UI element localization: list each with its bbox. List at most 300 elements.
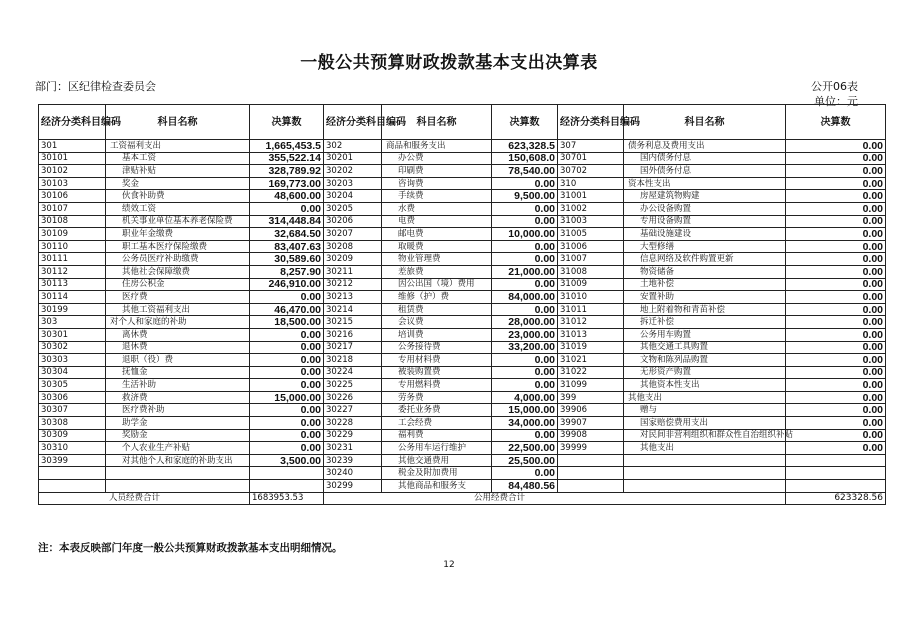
amount-cell: 0.00 — [492, 215, 558, 228]
amount-cell: 0.00 — [786, 391, 886, 404]
amount-cell: 0.00 — [786, 165, 886, 178]
amount-cell: 0.00 — [786, 265, 886, 278]
name-cell: 商品和服务支出 — [382, 140, 492, 153]
amount-cell: 169,773.00 — [250, 177, 324, 190]
amount-cell: 0.00 — [786, 341, 886, 354]
name-cell: 邮电费 — [382, 228, 492, 241]
code-cell: 39999 — [558, 442, 624, 455]
amount-cell: 0.00 — [250, 291, 324, 304]
code-cell — [558, 467, 624, 480]
table-row — [39, 354, 886, 367]
code-cell: 30102 — [39, 165, 106, 178]
code-cell: 31001 — [558, 190, 624, 203]
name-cell: 手续费 — [382, 190, 492, 203]
code-cell: 30211 — [324, 265, 382, 278]
name-cell: 抚恤金 — [106, 366, 250, 379]
amount-cell: 0.00 — [786, 417, 886, 430]
code-cell: 30228 — [324, 417, 382, 430]
code-cell: 31021 — [558, 354, 624, 367]
table-row — [39, 454, 886, 467]
code-cell: 303 — [39, 316, 106, 329]
name-cell: 委托业务费 — [382, 404, 492, 417]
header-name-2: 科目名称 — [382, 105, 492, 140]
amount-cell: 0.00 — [492, 379, 558, 392]
page-title: 一般公共预算财政拨款基本支出决算表 — [300, 53, 598, 73]
amount-cell: 0.00 — [786, 404, 886, 417]
amount-cell: 8,257.90 — [250, 265, 324, 278]
amount-cell: 0.00 — [492, 202, 558, 215]
amount-cell: 0.00 — [492, 278, 558, 291]
name-cell: 税金及附加费用 — [382, 467, 492, 480]
amount-cell: 46,470.00 — [250, 303, 324, 316]
name-cell: 其他支出 — [624, 442, 786, 455]
code-cell: 301 — [39, 140, 106, 153]
header-code-2: 经济分类科目编码 — [324, 105, 382, 140]
amount-cell: 78,540.00 — [492, 165, 558, 178]
table-row — [39, 303, 886, 316]
header-name-3: 科目名称 — [624, 105, 786, 140]
name-cell: 其他商品和服务支 — [382, 480, 492, 493]
name-cell: 土地补偿 — [624, 278, 786, 291]
name-cell — [624, 480, 786, 493]
header-code-3: 经济分类科目编码 — [558, 105, 624, 140]
name-cell: 国内债务付息 — [624, 152, 786, 165]
table-row — [39, 442, 886, 455]
code-cell: 310 — [558, 177, 624, 190]
code-cell: 30216 — [324, 328, 382, 341]
amount-cell: 0.00 — [492, 467, 558, 480]
code-cell: 30212 — [324, 278, 382, 291]
code-cell — [39, 480, 106, 493]
name-cell: 专用燃料费 — [382, 379, 492, 392]
code-cell: 30111 — [39, 253, 106, 266]
amount-cell: 0.00 — [786, 202, 886, 215]
code-cell: 30309 — [39, 429, 106, 442]
amount-cell: 28,000.00 — [492, 316, 558, 329]
amount-cell: 4,000.00 — [492, 391, 558, 404]
code-cell — [558, 480, 624, 493]
code-cell: 30208 — [324, 240, 382, 253]
amount-cell: 3,500.00 — [250, 454, 324, 467]
amount-cell: 23,000.00 — [492, 328, 558, 341]
code-cell: 39907 — [558, 417, 624, 430]
name-cell: 维修（护）费 — [382, 291, 492, 304]
name-cell: 基础设施建设 — [624, 228, 786, 241]
code-cell: 30702 — [558, 165, 624, 178]
name-cell — [624, 467, 786, 480]
table-row — [39, 177, 886, 190]
code-cell: 30213 — [324, 291, 382, 304]
amount-cell: 0.00 — [250, 366, 324, 379]
amount-cell: 18,500.00 — [250, 316, 324, 329]
code-cell: 302 — [324, 140, 382, 153]
code-cell: 31007 — [558, 253, 624, 266]
code-cell: 30306 — [39, 391, 106, 404]
amount-cell: 0.00 — [786, 316, 886, 329]
name-cell: 地上附着物和青苗补偿 — [624, 303, 786, 316]
name-cell: 拆迁补偿 — [624, 316, 786, 329]
amount-cell: 33,200.00 — [492, 341, 558, 354]
name-cell: 水费 — [382, 202, 492, 215]
department-label: 部门：区纪律检查委员会 — [35, 80, 156, 93]
amount-cell: 0.00 — [786, 366, 886, 379]
code-cell: 31019 — [558, 341, 624, 354]
name-cell: 信息网络及软件购置更新 — [624, 253, 786, 266]
amount-cell: 83,407.63 — [250, 240, 324, 253]
amount-cell: 0.00 — [492, 429, 558, 442]
name-cell: 工会经费 — [382, 417, 492, 430]
amount-cell: 0.00 — [786, 429, 886, 442]
name-cell: 退休费 — [106, 341, 250, 354]
table-row — [39, 165, 886, 178]
code-cell: 30114 — [39, 291, 106, 304]
name-cell: 培训费 — [382, 328, 492, 341]
header-amount-2: 决算数 — [492, 105, 558, 140]
table-row — [39, 429, 886, 442]
amount-cell: 0.00 — [786, 240, 886, 253]
table-row — [39, 152, 886, 165]
name-cell: 个人农业生产补贴 — [106, 442, 250, 455]
name-cell: 奖励金 — [106, 429, 250, 442]
code-cell: 30103 — [39, 177, 106, 190]
code-cell: 31005 — [558, 228, 624, 241]
name-cell: 医疗费补助 — [106, 404, 250, 417]
name-cell: 电费 — [382, 215, 492, 228]
amount-cell: 0.00 — [250, 417, 324, 430]
public-total-value: 623328.56 — [786, 492, 886, 505]
unit-label: 单位：元 — [814, 95, 858, 108]
name-cell: 物资储备 — [624, 265, 786, 278]
amount-cell: 0.00 — [492, 354, 558, 367]
amount-cell: 22,500.00 — [492, 442, 558, 455]
name-cell: 救济费 — [106, 391, 250, 404]
code-cell: 30305 — [39, 379, 106, 392]
table-row — [39, 404, 886, 417]
name-cell: 对其他个人和家庭的补助支出 — [106, 454, 250, 467]
amount-cell: 0.00 — [786, 442, 886, 455]
amount-cell: 0.00 — [250, 354, 324, 367]
amount-cell: 0.00 — [786, 190, 886, 203]
amount-cell: 15,000.00 — [250, 391, 324, 404]
name-cell — [624, 454, 786, 467]
name-cell: 债务利息及费用支出 — [624, 140, 786, 153]
table-row — [39, 328, 886, 341]
amount-cell: 32,684.50 — [250, 228, 324, 241]
amount-cell: 0.00 — [250, 429, 324, 442]
code-cell: 30308 — [39, 417, 106, 430]
name-cell: 因公出国（境）费用 — [382, 278, 492, 291]
public-total-label: 公用经费合计 — [324, 492, 786, 505]
code-cell: 30701 — [558, 152, 624, 165]
name-cell: 工资福利支出 — [106, 140, 250, 153]
name-cell — [106, 467, 250, 480]
amount-cell: 30,589.60 — [250, 253, 324, 266]
code-cell: 31008 — [558, 265, 624, 278]
name-cell: 职业年金缴费 — [106, 228, 250, 241]
amount-cell: 0.00 — [786, 379, 886, 392]
code-cell: 31009 — [558, 278, 624, 291]
personnel-total-value: 1683953.53 — [250, 492, 324, 505]
page-number: 12 — [443, 560, 455, 570]
code-cell: 30301 — [39, 328, 106, 341]
code-cell: 31010 — [558, 291, 624, 304]
amount-cell — [786, 480, 886, 493]
code-cell: 30225 — [324, 379, 382, 392]
code-cell: 30304 — [39, 366, 106, 379]
amount-cell: 0.00 — [492, 240, 558, 253]
name-cell: 被装购置费 — [382, 366, 492, 379]
name-cell: 公务接待费 — [382, 341, 492, 354]
amount-cell: 0.00 — [492, 253, 558, 266]
name-cell: 差旅费 — [382, 265, 492, 278]
amount-cell: 0.00 — [786, 177, 886, 190]
code-cell: 31003 — [558, 215, 624, 228]
amount-cell: 0.00 — [786, 152, 886, 165]
amount-cell: 0.00 — [250, 404, 324, 417]
name-cell: 房屋建筑物购建 — [624, 190, 786, 203]
name-cell: 机关事业单位基本养老保险费 — [106, 215, 250, 228]
name-cell: 取暖费 — [382, 240, 492, 253]
amount-cell: 0.00 — [250, 341, 324, 354]
table-row — [39, 278, 886, 291]
name-cell: 其他社会保障缴费 — [106, 265, 250, 278]
amount-cell: 0.00 — [786, 215, 886, 228]
table-note: 注：本表反映部门年度一般公共预算财政拨款基本支出明细情况。 — [38, 542, 343, 554]
table-header-row — [39, 105, 886, 140]
amount-cell: 0.00 — [492, 366, 558, 379]
name-cell: 租赁费 — [382, 303, 492, 316]
amount-cell: 0.00 — [786, 140, 886, 153]
code-cell: 30109 — [39, 228, 106, 241]
name-cell: 福利费 — [382, 429, 492, 442]
amount-cell: 0.00 — [786, 354, 886, 367]
name-cell: 对民间非营利组织和群众性自治组织补贴 — [624, 429, 786, 442]
code-cell: 30209 — [324, 253, 382, 266]
amount-cell: 0.00 — [786, 291, 886, 304]
amount-cell: 9,500.00 — [492, 190, 558, 203]
name-cell: 奖金 — [106, 177, 250, 190]
code-cell: 30399 — [39, 454, 106, 467]
table-row — [39, 265, 886, 278]
name-cell: 办公设备购置 — [624, 202, 786, 215]
name-cell: 其他交通工具购置 — [624, 341, 786, 354]
code-cell — [39, 467, 106, 480]
code-cell: 30205 — [324, 202, 382, 215]
amount-cell: 355,522.14 — [250, 152, 324, 165]
table-row — [39, 240, 886, 253]
amount-cell: 25,500.00 — [492, 454, 558, 467]
table-row — [39, 291, 886, 304]
name-cell: 大型修缮 — [624, 240, 786, 253]
code-cell: 31099 — [558, 379, 624, 392]
amount-cell: 0.00 — [250, 442, 324, 455]
amount-cell: 84,000.00 — [492, 291, 558, 304]
code-cell: 30107 — [39, 202, 106, 215]
code-cell: 30112 — [39, 265, 106, 278]
amount-cell: 623,328.5 — [492, 140, 558, 153]
amount-cell — [786, 454, 886, 467]
form-code: 公开06表 — [811, 80, 858, 93]
amount-cell: 314,448.84 — [250, 215, 324, 228]
code-cell: 30226 — [324, 391, 382, 404]
header-name-1: 科目名称 — [106, 105, 250, 140]
table-row — [39, 140, 886, 153]
name-cell: 专用材料费 — [382, 354, 492, 367]
name-cell: 职工基本医疗保险缴费 — [106, 240, 250, 253]
code-cell: 30215 — [324, 316, 382, 329]
name-cell: 无形资产购置 — [624, 366, 786, 379]
code-cell: 30231 — [324, 442, 382, 455]
totals-row — [39, 492, 886, 505]
name-cell: 公务员医疗补助缴费 — [106, 253, 250, 266]
amount-cell: 34,000.00 — [492, 417, 558, 430]
amount-cell: 246,910.00 — [250, 278, 324, 291]
amount-cell — [250, 480, 324, 493]
amount-cell: 0.00 — [250, 379, 324, 392]
amount-cell: 0.00 — [786, 278, 886, 291]
amount-cell: 0.00 — [786, 328, 886, 341]
name-cell: 会议费 — [382, 316, 492, 329]
code-cell: 30202 — [324, 165, 382, 178]
personnel-total-label: 人员经费合计 — [39, 492, 250, 505]
code-cell: 30229 — [324, 429, 382, 442]
name-cell: 资本性支出 — [624, 177, 786, 190]
code-cell: 30199 — [39, 303, 106, 316]
amount-cell: 84,480.56 — [492, 480, 558, 493]
code-cell: 307 — [558, 140, 624, 153]
amount-cell — [250, 467, 324, 480]
code-cell: 30240 — [324, 467, 382, 480]
name-cell: 专用设备购置 — [624, 215, 786, 228]
amount-cell — [786, 467, 886, 480]
amount-cell: 21,000.00 — [492, 265, 558, 278]
amount-cell: 328,789.92 — [250, 165, 324, 178]
name-cell: 其他资本性支出 — [624, 379, 786, 392]
amount-cell: 0.00 — [786, 253, 886, 266]
code-cell: 399 — [558, 391, 624, 404]
code-cell: 30214 — [324, 303, 382, 316]
name-cell: 劳务费 — [382, 391, 492, 404]
table-row — [39, 480, 886, 493]
code-cell: 31022 — [558, 366, 624, 379]
table-row — [39, 391, 886, 404]
name-cell: 赠与 — [624, 404, 786, 417]
code-cell — [558, 454, 624, 467]
table-row — [39, 253, 886, 266]
header-amount-1: 决算数 — [250, 105, 324, 140]
amount-cell: 0.00 — [492, 303, 558, 316]
name-cell: 津贴补贴 — [106, 165, 250, 178]
code-cell: 30217 — [324, 341, 382, 354]
amount-cell: 48,600.00 — [250, 190, 324, 203]
code-cell: 31006 — [558, 240, 624, 253]
name-cell: 文物和陈列品购置 — [624, 354, 786, 367]
table-row — [39, 202, 886, 215]
table-row — [39, 467, 886, 480]
name-cell: 基本工资 — [106, 152, 250, 165]
header-amount-3: 决算数 — [786, 105, 886, 140]
code-cell: 30101 — [39, 152, 106, 165]
code-cell: 30110 — [39, 240, 106, 253]
name-cell: 助学金 — [106, 417, 250, 430]
header-code-1: 经济分类科目编码 — [39, 105, 106, 140]
amount-cell: 0.00 — [492, 177, 558, 190]
name-cell: 国家赔偿费用支出 — [624, 417, 786, 430]
name-cell: 离休费 — [106, 328, 250, 341]
code-cell: 30303 — [39, 354, 106, 367]
name-cell: 其他工资福利支出 — [106, 303, 250, 316]
code-cell: 30203 — [324, 177, 382, 190]
name-cell: 办公费 — [382, 152, 492, 165]
name-cell: 印刷费 — [382, 165, 492, 178]
amount-cell: 10,000.00 — [492, 228, 558, 241]
code-cell: 31012 — [558, 316, 624, 329]
name-cell: 咨询费 — [382, 177, 492, 190]
table-row — [39, 366, 886, 379]
table-row — [39, 341, 886, 354]
code-cell: 30201 — [324, 152, 382, 165]
name-cell — [106, 480, 250, 493]
code-cell: 30302 — [39, 341, 106, 354]
code-cell: 39906 — [558, 404, 624, 417]
name-cell: 其他交通费用 — [382, 454, 492, 467]
code-cell: 39908 — [558, 429, 624, 442]
code-cell: 30204 — [324, 190, 382, 203]
name-cell: 生活补助 — [106, 379, 250, 392]
name-cell: 物业管理费 — [382, 253, 492, 266]
name-cell: 其他支出 — [624, 391, 786, 404]
table-row — [39, 215, 886, 228]
table-row — [39, 316, 886, 329]
code-cell: 31013 — [558, 328, 624, 341]
name-cell: 住房公积金 — [106, 278, 250, 291]
code-cell: 30299 — [324, 480, 382, 493]
amount-cell: 150,608.0 — [492, 152, 558, 165]
amount-cell: 0.00 — [786, 228, 886, 241]
table-row — [39, 417, 886, 430]
code-cell: 30227 — [324, 404, 382, 417]
name-cell: 公务用车运行维护 — [382, 442, 492, 455]
name-cell: 国外债务付息 — [624, 165, 786, 178]
code-cell: 30307 — [39, 404, 106, 417]
code-cell: 30310 — [39, 442, 106, 455]
code-cell: 30207 — [324, 228, 382, 241]
code-cell: 30239 — [324, 454, 382, 467]
code-cell: 31011 — [558, 303, 624, 316]
name-cell: 退职（役）费 — [106, 354, 250, 367]
code-cell: 30206 — [324, 215, 382, 228]
amount-cell: 0.00 — [250, 328, 324, 341]
code-cell: 30218 — [324, 354, 382, 367]
name-cell: 公务用车购置 — [624, 328, 786, 341]
code-cell: 30113 — [39, 278, 106, 291]
code-cell: 30224 — [324, 366, 382, 379]
code-cell: 31002 — [558, 202, 624, 215]
amount-cell: 15,000.00 — [492, 404, 558, 417]
code-cell: 30108 — [39, 215, 106, 228]
amount-cell: 1,665,453.5 — [250, 140, 324, 153]
table-row — [39, 379, 886, 392]
name-cell: 医疗费 — [106, 291, 250, 304]
name-cell: 对个人和家庭的补助 — [106, 316, 250, 329]
code-cell: 30106 — [39, 190, 106, 203]
expenditure-table — [38, 104, 886, 505]
amount-cell: 0.00 — [250, 202, 324, 215]
table-row — [39, 228, 886, 241]
table-row — [39, 190, 886, 203]
amount-cell: 0.00 — [786, 303, 886, 316]
name-cell: 安置补助 — [624, 291, 786, 304]
